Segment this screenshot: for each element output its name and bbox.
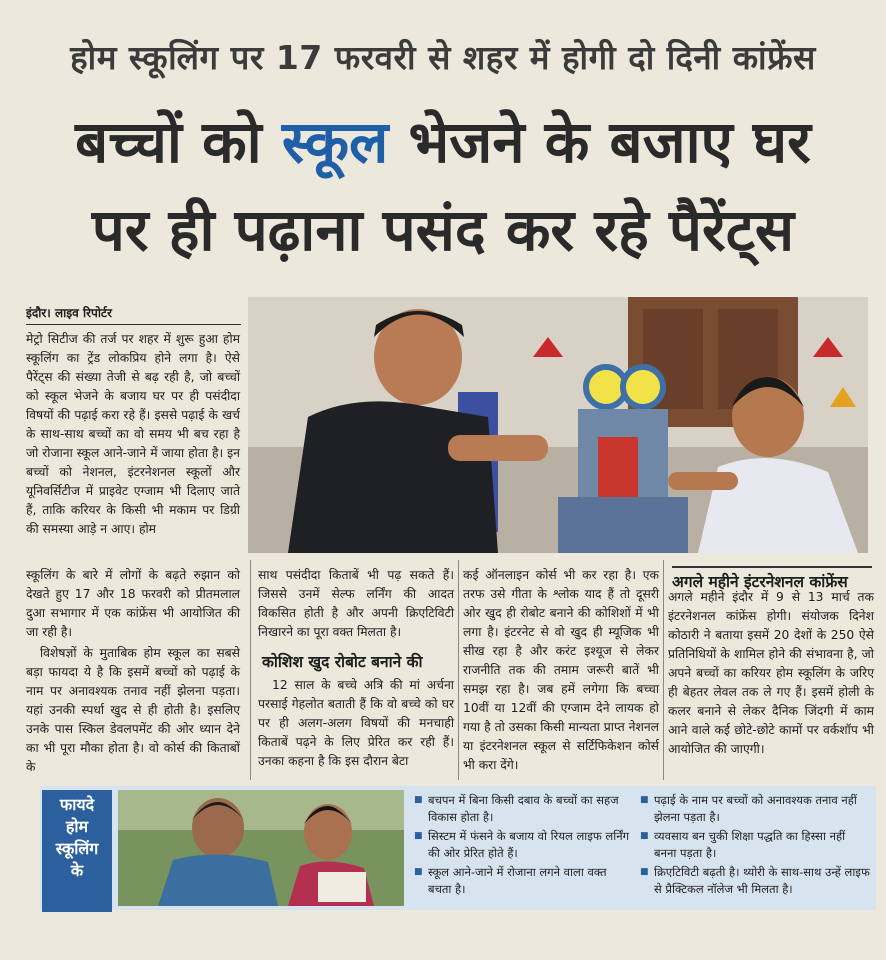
benefits-title-box	[42, 790, 112, 912]
reading-photo-illustration	[118, 790, 404, 906]
list-item: ■ पढ़ाई के नाम पर बच्चों को अनावश्यक तनाव नहीं झेलना पड़ता है।	[640, 792, 870, 826]
benefits-title-line: फायदे	[59, 795, 95, 814]
subhead-robot: कोशिश खुद रोबोट बनाने की	[262, 653, 423, 671]
list-item: ■ स्कूल आने-जाने में रोजाना लगने वाला वक्त बचता है।	[414, 864, 632, 898]
column-divider	[663, 560, 664, 780]
headline-highlight: स्कूल	[281, 108, 389, 176]
paragraph: 12 साल के बच्चे अत्रि की मां अर्चना परसाई गेहलोत बताती हैं कि वो बच्चे को घर पर ही अलग-अलग विषयों की मनचाही किताबें पढ़ने के लिए प्रेरित कर रही हैं। उनका कहना है कि इस दौरान बेटा	[258, 678, 454, 768]
article-column-2-top	[258, 566, 454, 644]
column-divider	[458, 560, 459, 780]
benefits-title-line: स्कूलिंग	[55, 839, 99, 858]
benefits-list-2	[640, 792, 870, 900]
article-column-1-bottom	[26, 566, 240, 779]
paragraph: स्कूलिंग के बारे में लोगों के बढ़ते रुझान को देखते हुए 17 और 18 फरवरी को प्रीतमलाल दुआ सभागार में एक कांफ्रेंस भी आयोजित की जा रही है।	[26, 568, 240, 639]
benefits-list-1	[414, 792, 632, 900]
benefits-title-line: होम	[65, 817, 89, 836]
subhead-conference: अगले महीने इंटरनेशनल कांफ्रेंस	[672, 566, 872, 592]
article-column-4	[668, 588, 874, 761]
article-column-3	[463, 566, 659, 777]
kicker-headline: होम स्कूलिंग पर 17 फरवरी से शहर में होगी दो दिनी कांफ्रेंस	[70, 38, 816, 77]
list-item: ■ व्यवसाय बन चुकी शिक्षा पद्धति का हिस्सा नहीं बनना पड़ता है।	[640, 828, 870, 862]
paragraph: कई ऑनलाइन कोर्स भी कर रहा है। एक तरफ उसे गीता के श्लोक याद हैं तो दूसरी ओर खुद ही रोबोट बनाने की कोशिशों में भी लगा है। इंटरनेट से वो खुद ही म्यूजिक भी सीख रहा है और करंट इश्यूज से लेकर राजनीति तक की तमाम जरूरी बातें भी समझ रहा है। जब हमें लगेगा कि बच्चा 10वीं या 12वीं की एग्जाम देने लायक हो गया है तो उसका किसी मान्यता प्राप्त नेशनल या इंटरनेशनल स्कूल से सर्टिफिकेशन कोर्स भी करा देंगे।	[463, 568, 659, 772]
paragraph: मेट्रो सिटीज की तर्ज पर शहर में शुरू हुआ होम स्कूलिंग का ट्रेंड लोकप्रिय होने लगा है। ऐसे पैरेंट्स की संख्या तेजी से बढ़ रही है, जो बच्चों को स्कूल भेजने के बजाय घर पर ही पसंदीदा विषयों की पढ़ाई करा रहे हैं। इससे पढ़ाई के खर्च के साथ-साथ बच्चों का वो समय भी बच रहा है जो रोजाना स्कूल आने-जाने में जाया होता है। इन बच्चों को नेशनल, इंटरनेशनल स्कूलों और यूनिवर्सिटीज में प्राइवेट एग्जाम भी दिलाए जाते हैं, ताकि करियर के किसी भी मकाम पर डिग्री की समस्या आड़े न आए। होम	[26, 332, 240, 536]
paragraph: विशेषज्ञों के मुताबिक होम स्कूल का सबसे बड़ा फायदा ये है कि इसमें बच्चों को पढ़ाई के नाम पर अनावश्यक तनाव नहीं झेलना पड़ता। यहां उनकी स्पर्धा खुद से ही होती है। इसलिए उनके पास स्किल डेवलपमेंट की ओर ध्यान देने का भी पूरा मौका होता है। वो कोर्स की किताबों के	[26, 646, 240, 774]
headline-part1: बच्चों को	[75, 108, 282, 176]
paragraph: अगले महीने इंदौर में 9 से 13 मार्च तक इंटरनेशनल कांफ्रेंस होगी। संयोजक दिनेश कोठारी ने बताया इसमें 20 देशों के 250 ऐसे प्रतिनिधियों के शामिल होने की संभावना है, जो अपने बच्चों का करियर होम स्कूलिंग के जरिए ही बेहतर लेवल तक ले गए हैं। इसमें होली के कलर बनाने से लेकर दैनिक जिंदगी में काम आने वाले कई छोटे-छोटे कामों पर वर्कशॉप भी आयोजित की जाएगी।	[668, 590, 874, 756]
headline-line-1	[14, 98, 872, 186]
main-headline	[14, 98, 872, 274]
byline: इंदौर। लाइव रिपोर्टर	[26, 304, 241, 325]
article-column-1-top	[26, 330, 240, 541]
headline-part2: भेजने के बजाए घर	[388, 108, 811, 176]
robot-photo	[248, 297, 868, 553]
benefits-title-line: के	[70, 861, 84, 880]
article-column-2-bottom	[258, 676, 454, 773]
list-item: ■ बचपन में बिना किसी दबाव के बच्चों का सहज विकास होता है।	[414, 792, 632, 826]
paragraph: साथ पसंदीदा किताबें भी पढ़ सकते हैं। जिससे उनमें सेल्फ लर्निंग की आदत विकसित होती है और अपनी क्रिएटिविटी निखारने का पूरा वक्त मिलता है।	[258, 568, 454, 639]
mother-daughter-photo	[118, 790, 404, 906]
column-divider	[250, 560, 251, 780]
list-item: ■ क्रिएटिविटी बढ़ती है। थ्योरी के साथ-साथ उन्हें लाइफ से प्रैक्टिकल नॉलेज भी मिलता है।	[640, 864, 870, 898]
next-article-cutoff	[0, 932, 886, 960]
list-item: ■ सिस्टम में फंसने के बजाय वो रियल लाइफ लर्निंग की ओर प्रेरित होते हैं।	[414, 828, 632, 862]
robot-photo-illustration	[248, 297, 868, 553]
headline-line-2: पर ही पढ़ाना पसंद कर रहे पैरेंट्स	[91, 196, 795, 264]
